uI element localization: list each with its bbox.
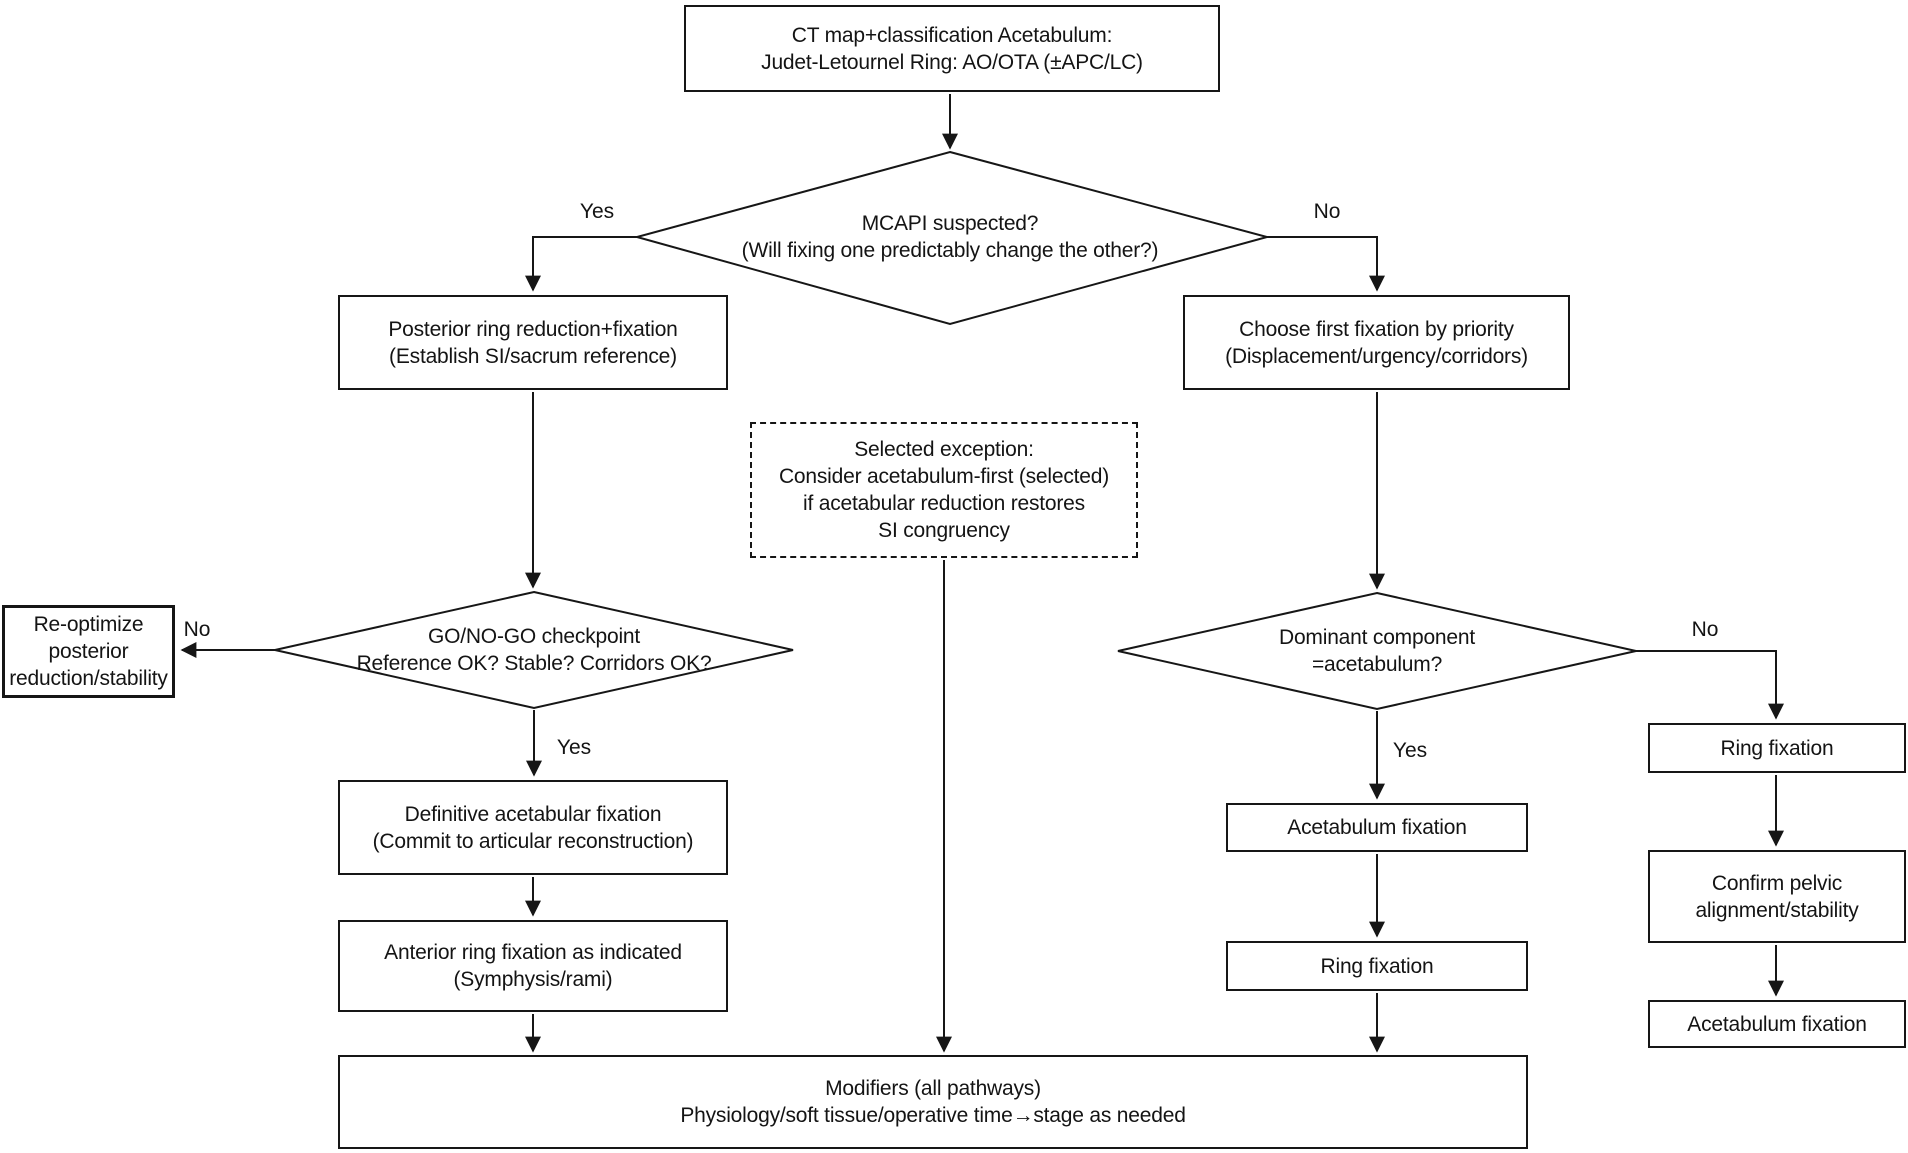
node-ct-map-classification [684, 5, 1220, 92]
node-text: Dominant component [1278, 626, 1475, 649]
node-text: (Displacement/urgency/corridors) [1225, 344, 1528, 368]
node-text: Posterior ring reduction+fixation [388, 317, 678, 341]
node-text: reduction/stability [9, 667, 168, 690]
node-acetabulum-fixation-mid [1226, 803, 1528, 852]
node-text: Consider acetabulum-first (selected) [778, 465, 1110, 488]
node-text: Selected exception: [854, 438, 1034, 461]
edge-label-mcapi-yes: Yes [579, 200, 615, 223]
node-definitive-acetabular-fixation [338, 780, 728, 875]
node-posterior-ring-reduction [338, 295, 728, 390]
mcapi-decision-diamond [637, 152, 1267, 324]
node-text: Physiology/soft tissue/operative time→stage as needed [680, 1104, 1186, 1127]
edge-label-gonogo-no: No [183, 618, 211, 641]
node-text: SI congruency [878, 519, 1010, 542]
node-text: Definitive acetabular fixation [404, 802, 662, 826]
node-text: Ring fixation [1320, 954, 1434, 978]
node-text: Modifiers (all pathways) [825, 1077, 1041, 1100]
node-text: Acetabulum fixation [1687, 1012, 1867, 1036]
node-text: =acetabulum? [1311, 653, 1443, 676]
node-text: Ring fixation [1720, 736, 1834, 760]
node-reoptimize-posterior [2, 605, 175, 698]
node-anterior-ring-fixation [338, 920, 728, 1012]
node-ring-fixation-right [1648, 723, 1906, 773]
node-selected-exception [750, 422, 1138, 558]
node-modifiers-all-pathways [338, 1055, 1528, 1149]
node-ring-fixation-mid [1226, 941, 1528, 991]
node-text: alignment/stability [1695, 898, 1859, 922]
edge-label-dominant-yes: Yes [1392, 739, 1428, 762]
node-text: GO/NO-GO checkpoint [427, 625, 641, 648]
node-text: Re-optimize posterior [33, 613, 144, 663]
node-text: CT map+classification Acetabulum: [791, 23, 1113, 47]
node-text: Choose first fixation by priority [1239, 317, 1514, 341]
node-text: MCAPI suspected? [861, 212, 1039, 235]
node-text: Confirm pelvic [1711, 871, 1843, 895]
node-choose-first-fixation [1183, 295, 1570, 390]
node-text: Anterior ring fixation as indicated [384, 941, 682, 964]
node-text: Acetabulum fixation [1287, 816, 1467, 839]
gonogo-decision-diamond [275, 592, 793, 708]
node-text: if acetabular reduction restores [803, 492, 1085, 515]
node-text: (Symphysis/rami) [453, 968, 613, 991]
node-text: (Establish SI/sacrum reference) [389, 344, 677, 368]
node-text: Judet-Letournel Ring: AO/OTA (±APC/LC) [761, 50, 1143, 74]
node-text: (Commit to articular reconstruction) [372, 829, 694, 853]
node-acetabulum-fixation-right [1648, 1000, 1906, 1048]
edge-label-dominant-no: No [1691, 618, 1719, 641]
edge-label-mcapi-no: No [1313, 200, 1341, 223]
node-text: (Will fixing one predictably change the other?) [741, 239, 1159, 262]
dominant-decision-diamond [1118, 593, 1636, 709]
node-text: Reference OK? Stable? Corridors OK? [356, 652, 712, 675]
node-confirm-pelvic-alignment [1648, 850, 1906, 943]
edge-label-gonogo-yes: Yes [556, 736, 592, 759]
